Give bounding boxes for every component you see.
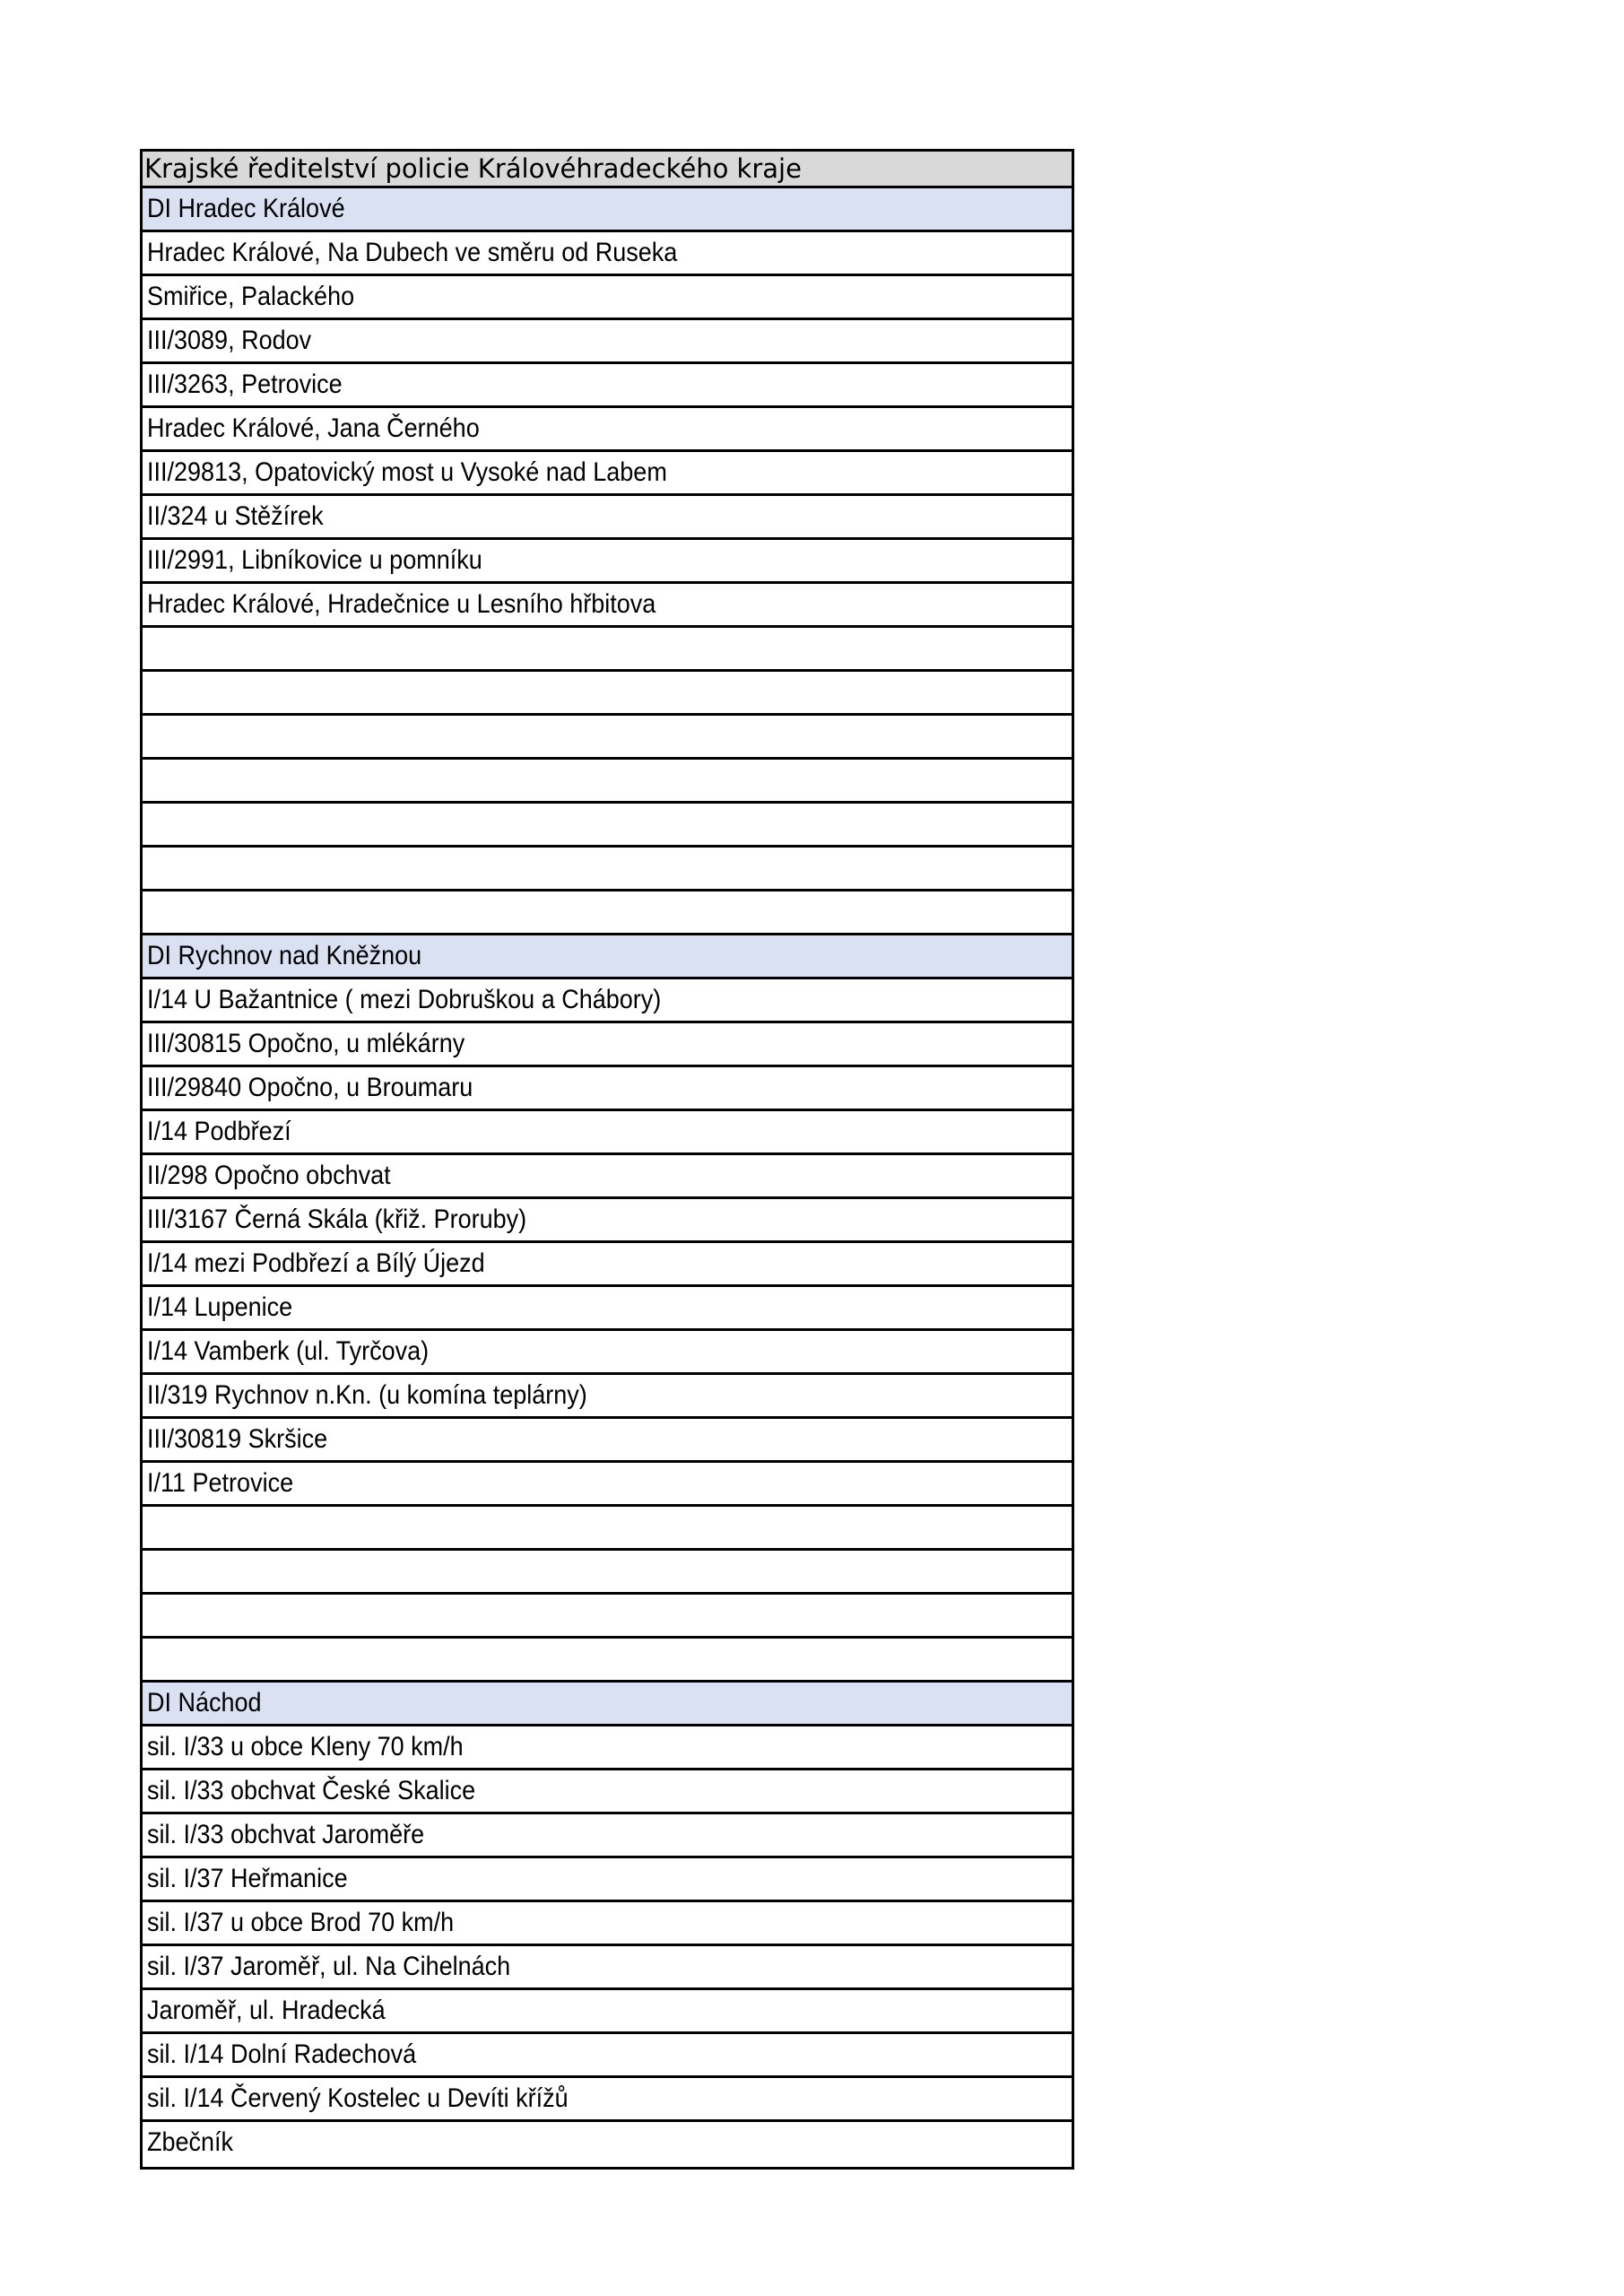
table-row	[143, 760, 1072, 804]
table-row	[143, 891, 1072, 935]
section-name: DI Náchod	[147, 1688, 262, 1718]
location-text: III/3089, Rodov	[147, 326, 312, 355]
location-text: III/2991, Libníkovice u pomníku	[147, 545, 482, 575]
location-text: Zbečník	[147, 2127, 234, 2157]
location-text: sil. I/14 Červený Kostelec u Devíti křížů	[147, 2083, 569, 2113]
location-text: III/30819 Skršice	[147, 1424, 328, 1454]
table-row	[143, 1990, 1072, 2034]
table-row	[143, 1639, 1072, 1683]
table-row	[143, 1814, 1072, 1858]
location-text: sil. I/33 obchvat České Skalice	[147, 1776, 476, 1805]
section-header	[143, 188, 1072, 232]
table-row	[143, 979, 1072, 1023]
location-text: I/14 mezi Podbřezí a Bílý Újezd	[147, 1248, 485, 1278]
location-text: I/14 Vamberk (ul. Tyrčova)	[147, 1336, 430, 1366]
location-text: Smiřice, Palackého	[147, 282, 355, 311]
table-row	[143, 1595, 1072, 1639]
table-row	[143, 716, 1072, 760]
table-row	[143, 2078, 1072, 2122]
section-name: DI Rychnov nad Kněžnou	[147, 941, 422, 970]
table-row	[143, 1507, 1072, 1551]
table-row	[143, 232, 1072, 276]
location-text: I/14 Podbřezí	[147, 1117, 291, 1146]
table-row	[143, 1287, 1072, 1331]
section-header	[143, 1683, 1072, 1726]
table-row	[143, 1375, 1072, 1419]
location-text: Hradec Králové, Jana Černého	[147, 413, 480, 443]
table-row	[143, 452, 1072, 496]
location-text: I/11 Petrovice	[147, 1468, 294, 1498]
table-row	[143, 848, 1072, 891]
table-row	[143, 364, 1072, 408]
location-text: I/14 U Bažantnice ( mezi Dobruškou a Chábory)	[147, 985, 662, 1014]
table-row	[143, 1023, 1072, 1067]
location-text: sil. I/33 u obce Kleny 70 km/h	[147, 1732, 464, 1761]
table-row	[143, 1858, 1072, 1902]
table-row	[143, 540, 1072, 584]
table-row	[143, 1419, 1072, 1463]
table-row	[143, 804, 1072, 848]
location-text: Jaroměř, ul. Hradecká	[147, 1996, 386, 2025]
table-row	[143, 320, 1072, 364]
table-row	[143, 628, 1072, 672]
table-row	[143, 1199, 1072, 1243]
location-text: II/319 Rychnov n.Kn. (u komína teplárny)	[147, 1380, 587, 1410]
table-row	[143, 1946, 1072, 1990]
table-row	[143, 2034, 1072, 2078]
table-row	[143, 276, 1072, 320]
location-text: I/14 Lupenice	[147, 1292, 293, 1322]
table-row	[143, 496, 1072, 540]
location-text: II/298 Opočno obchvat	[147, 1161, 391, 1190]
location-text: III/29840 Opočno, u Broumaru	[147, 1073, 473, 1102]
location-text: sil. I/14 Dolní Radechová	[147, 2039, 417, 2069]
table-row	[143, 584, 1072, 628]
table-row	[143, 1551, 1072, 1595]
location-text: II/324 u Stěžírek	[147, 501, 324, 531]
table-row	[143, 672, 1072, 716]
section-header	[143, 935, 1072, 979]
location-text: sil. I/37 Heřmanice	[147, 1864, 348, 1893]
table-row	[143, 1726, 1072, 1770]
table-row	[143, 1111, 1072, 1155]
table-row	[143, 1331, 1072, 1375]
table-row	[143, 1243, 1072, 1287]
table-row	[143, 1463, 1072, 1507]
section-name: DI Hradec Králové	[147, 194, 345, 223]
table-title: Krajské ředitelství policie Královéhradeckého kraje	[143, 149, 1072, 188]
table-row	[143, 1770, 1072, 1814]
table-row	[143, 408, 1072, 452]
location-text: sil. I/37 Jaroměř, ul. Na Cihelnách	[147, 1952, 511, 1981]
location-text: III/3263, Petrovice	[147, 370, 343, 399]
location-table	[140, 149, 1074, 2170]
location-text: Hradec Králové, Na Dubech ve směru od Ruseka	[147, 238, 678, 267]
table-row	[143, 1067, 1072, 1111]
location-text: III/30815 Opočno, u mlékárny	[147, 1029, 465, 1058]
table-row	[143, 1155, 1072, 1199]
table-row	[143, 1902, 1072, 1946]
location-text: sil. I/37 u obce Brod 70 km/h	[147, 1908, 455, 1937]
location-text: sil. I/33 obchvat Jaroměře	[147, 1820, 425, 1849]
location-text: III/29813, Opatovický most u Vysoké nad Labem	[147, 457, 667, 487]
location-text: Hradec Králové, Hradečnice u Lesního hřbitova	[147, 589, 656, 619]
table-row	[143, 2122, 1072, 2167]
table-body	[143, 188, 1072, 2167]
location-text: III/3167 Černá Skála (křiž. Proruby)	[147, 1205, 527, 1234]
